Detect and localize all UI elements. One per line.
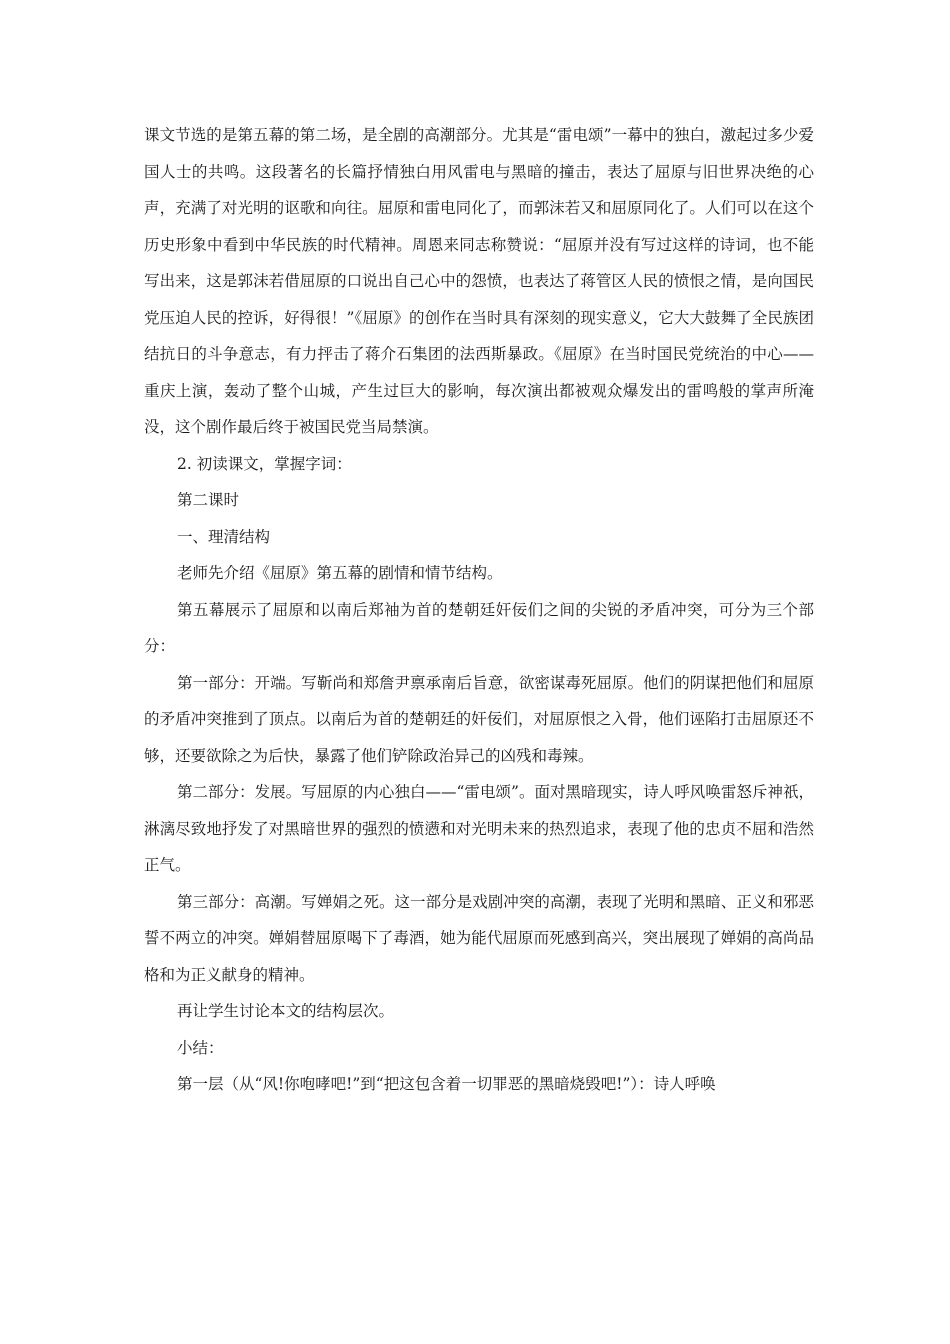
- paragraph-teacher-intro: 老师先介绍《屈原》第五幕的剧情和情节结构。: [177, 564, 503, 582]
- paragraph-first-layer: 第一层（从“风!你咆哮吧!”到“把这包含着一切罪恶的黑暗烧毁吧!”）：诗人呼唤: [177, 1075, 716, 1093]
- paragraph-part-two: 第二部分：发展。写屈原的内心独白——“雷电颂”。面对黑暗现实，诗人呼风唤雷怒斥神祇，淋漓尽致地抒发了对黑暗世界的强烈的愤懑和对光明未来的热烈追求，表现了他的忠贞不屈和浩然正气。: [144, 783, 814, 874]
- paragraph-discussion: 再让学生讨论本文的结构层次。: [177, 1002, 395, 1020]
- paragraph-lesson-2: 第二课时: [177, 491, 240, 509]
- paragraph-part-one: 第一部分：开端。写靳尚和郑詹尹禀承南后旨意，欲密谋毒死屈原。他们的阴谋把他们和屈原的矛盾冲突推到了顶点。以南后为首的楚朝廷的奸佞们，对屈原恨之入骨，他们诬陷打击屈原还不够，还要欲除之为后快，暴露了他们铲除政治异己的凶残和毒辣。: [144, 673, 814, 765]
- paragraph-act-five-overview: 第五幕展示了屈原和以南后郑袖为首的楚朝廷奸佞们之间的尖锐的矛盾冲突，可分为三个部分：: [144, 600, 814, 655]
- section-heading-structure: 一、理清结构: [177, 527, 271, 546]
- document-body: [144, 117, 814, 1103]
- paragraph-part-three: 第三部分：高潮。写婵娟之死。这一部分是戏剧冲突的高潮，表现了光明和黑暗、正义和邪恶誓不两立的冲突。婵娟替屈原喝下了毒酒，她为能代屈原而死感到高兴，突出展现了婵娟的高尚品格和为正义献身的精神。: [144, 892, 814, 984]
- paragraph-item-2: 2. 初读课文，掌握字词：: [177, 454, 352, 473]
- paragraph-intro: 课文节选的是第五幕的第二场，是全剧的高潮部分。尤其是“雷电颂”一幕中的独白，激起过多少爱国人士的共鸣。这段著名的长篇抒情独白用风雷电与黑暗的撞击，表达了屈原与旧世界决绝的心声，充满了对光明的讴歌和向往。屈原和雷电同化了，而郭沫若又和屈原同化了。人们可以在这个历史形象中看到中华民族的时代精神。周恩来同志称赞说：“屈原并没有写过这样的诗词，也不能写出来，这是郭沫若借屈原的口说出自己心中的怨愤，也表达了蒋管区人民的愤恨之情，是向国民党压迫人民的控诉，好得很！”《屈原》的创作在当时具有深刻的现实意义，它大大鼓舞了全民族团结抗日的斗争意志，有力抨击了蒋介石集团的法西斯暴政。《屈原》在当时国民党统治的中心——重庆上演，轰动了整个山城，产生过巨大的影响，每次演出都被观众爆发出的雷鸣般的掌声所淹没，这个剧作最后终于被国民党当局禁演。: [144, 126, 814, 436]
- paragraph-summary-label: 小结：: [177, 1038, 224, 1057]
